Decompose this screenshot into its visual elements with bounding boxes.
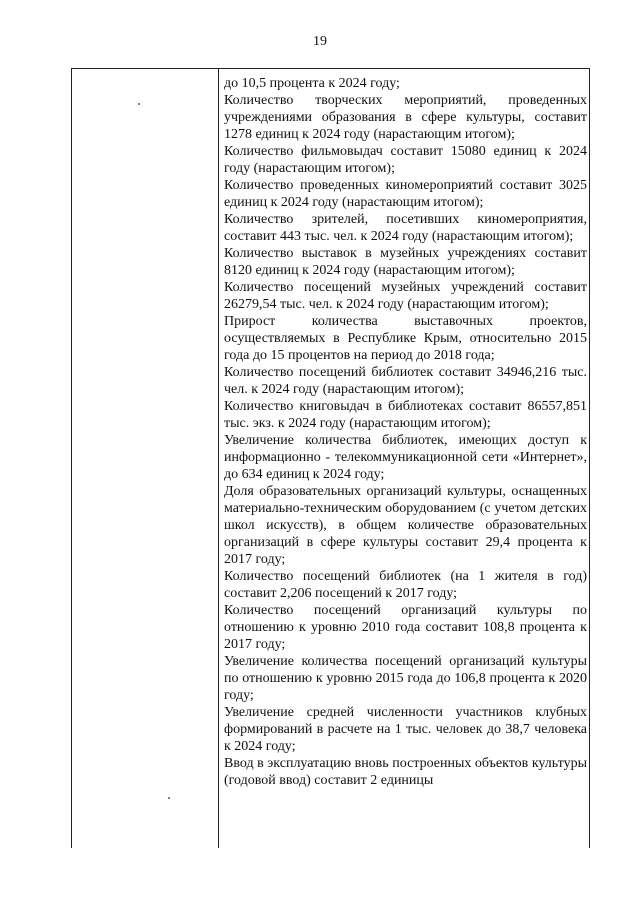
paragraph: Количество зрителей, посетивших киномероприятия, составит 443 тыс. чел. к 2024 году (нарастающим итогом); [224,212,587,244]
paragraph: до 10,5 процента к 2024 году; [224,76,400,91]
paragraph: Прирост количества выставочных проектов, осуществляемых в Республике Крым, относительно 2015 года до 15 процентов на период до 2018 года; [224,314,587,363]
paragraph: Ввод в эксплуатацию вновь построенных объектов культуры (годовой ввод) составит 2 единицы [224,756,587,788]
paragraph: Увеличение количества библиотек, имеющих доступ к информационно - телекоммуникационной сети «Интернет», до 634 единиц к 2024 году; [224,433,587,482]
paragraph: Количество фильмовыдач составит 15080 единиц к 2024 году (нарастающим итогом); [224,144,587,176]
indicators-column [224,75,587,789]
paragraph: Количество посещений организаций культуры по отношению к уровню 2010 года составит 108,8 процента к 2017 году; [224,603,587,652]
column-divider [218,69,219,848]
paragraph: Количество книговыдач в библиотеках составит 86557,851 тыс. экз. к 2024 году (нарастающим итогом); [224,399,587,431]
paragraph: Количество творческих мероприятий, проведенных учреждениями образования в сфере культуры, составит 1278 единиц к 2024 году (нарастающим итогом); [224,93,587,142]
paragraph: Увеличение средней численности участников клубных формирований в расчете на 1 тыс. человек до 38,7 человека к 2024 году; [224,705,587,754]
content-table [71,68,590,848]
scan-speck [138,103,140,105]
paragraph: Количество выставок в музейных учреждениях составит 8120 единиц к 2024 году (нарастающим итогом); [224,246,587,278]
page-number: 19 [313,34,327,49]
paragraph: Количество посещений музейных учреждений составит 26279,54 тыс. чел. к 2024 году (нарастающим итогом); [224,280,587,312]
paragraph: Количество посещений библиотек (на 1 жителя в год) составит 2,206 посещений к 2017 году; [224,569,587,601]
paragraph: Увеличение количества посещений организаций культуры по отношению к уровню 2015 года до 106,8 процента к 2020 году; [224,654,587,703]
paragraph: Количество посещений библиотек составит 34946,216 тыс. чел. к 2024 году (нарастающим итогом); [224,365,587,397]
scan-speck [168,797,170,799]
paragraph: Доля образовательных организаций культуры, оснащенных материально-техническим оборудованием (с учетом детских школ искусств), в общем количестве образовательных организаций в сфере культуры составит 29,4 процента к 2017 году; [224,484,587,567]
paragraph: Количество проведенных кинoмероприятий составит 3025 единиц к 2024 году (нарастающим итогом); [224,178,587,210]
